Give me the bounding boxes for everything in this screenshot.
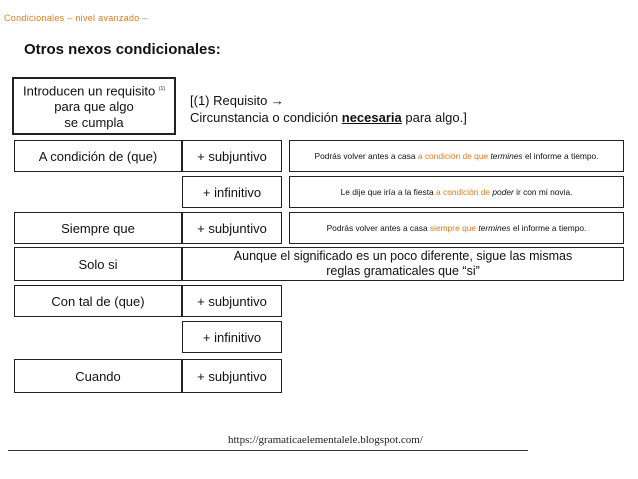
- example-cell: Podrás volver antes a casa a condición de que termines el informe a tiempo.: [289, 140, 624, 172]
- nexo-cell: Cuando: [14, 359, 182, 393]
- footnote-marker: (1): [158, 85, 165, 92]
- intro-box: [12, 77, 176, 135]
- mode-cell: + subjuntivo: [182, 359, 282, 393]
- nexo-cell: A condición de (que): [14, 140, 182, 172]
- example-cell: Le dije que iría a la fiesta a condición de poder ir con mi novia.: [289, 176, 624, 208]
- mode-cell: + subjuntivo: [182, 285, 282, 317]
- intro-line-2: para que algo: [54, 99, 134, 115]
- running-header: Condicionales – nivel avanzado –: [4, 13, 148, 23]
- mode-cell: + infinitivo: [182, 176, 282, 208]
- nexo-cell: Solo si: [14, 247, 182, 281]
- nexo-cell: Con tal de (que): [14, 285, 182, 317]
- requisito-note: [190, 92, 467, 126]
- note-line-2: Circunstancia o condición necesaria para algo.]: [190, 110, 467, 125]
- solo-si-note: Aunque el significado es un poco diferente, sigue las mismas reglas gramaticales que “si”: [182, 247, 624, 281]
- mode-cell: + subjuntivo: [182, 212, 282, 244]
- mode-cell: + subjuntivo: [182, 140, 282, 172]
- mode-cell: + infinitivo: [182, 321, 282, 353]
- intro-line-3: se cumpla: [64, 115, 124, 131]
- section-title: Otros nexos condicionales:: [24, 41, 221, 58]
- note-emphasis: necesaria: [341, 110, 402, 125]
- example-cell: Podrás volver antes a casa siempre que termines el informe a tiempo.: [289, 212, 624, 244]
- footer-rule: [8, 450, 528, 451]
- intro-line-1: Introducen un requisito $^{(1)}$: [22, 83, 165, 99]
- source-url: https://gramaticaelementalele.blogspot.com/: [228, 434, 423, 446]
- nexo-cell: Siempre que: [14, 212, 182, 244]
- note-line-1: [(1) Requisito →: [190, 93, 284, 108]
